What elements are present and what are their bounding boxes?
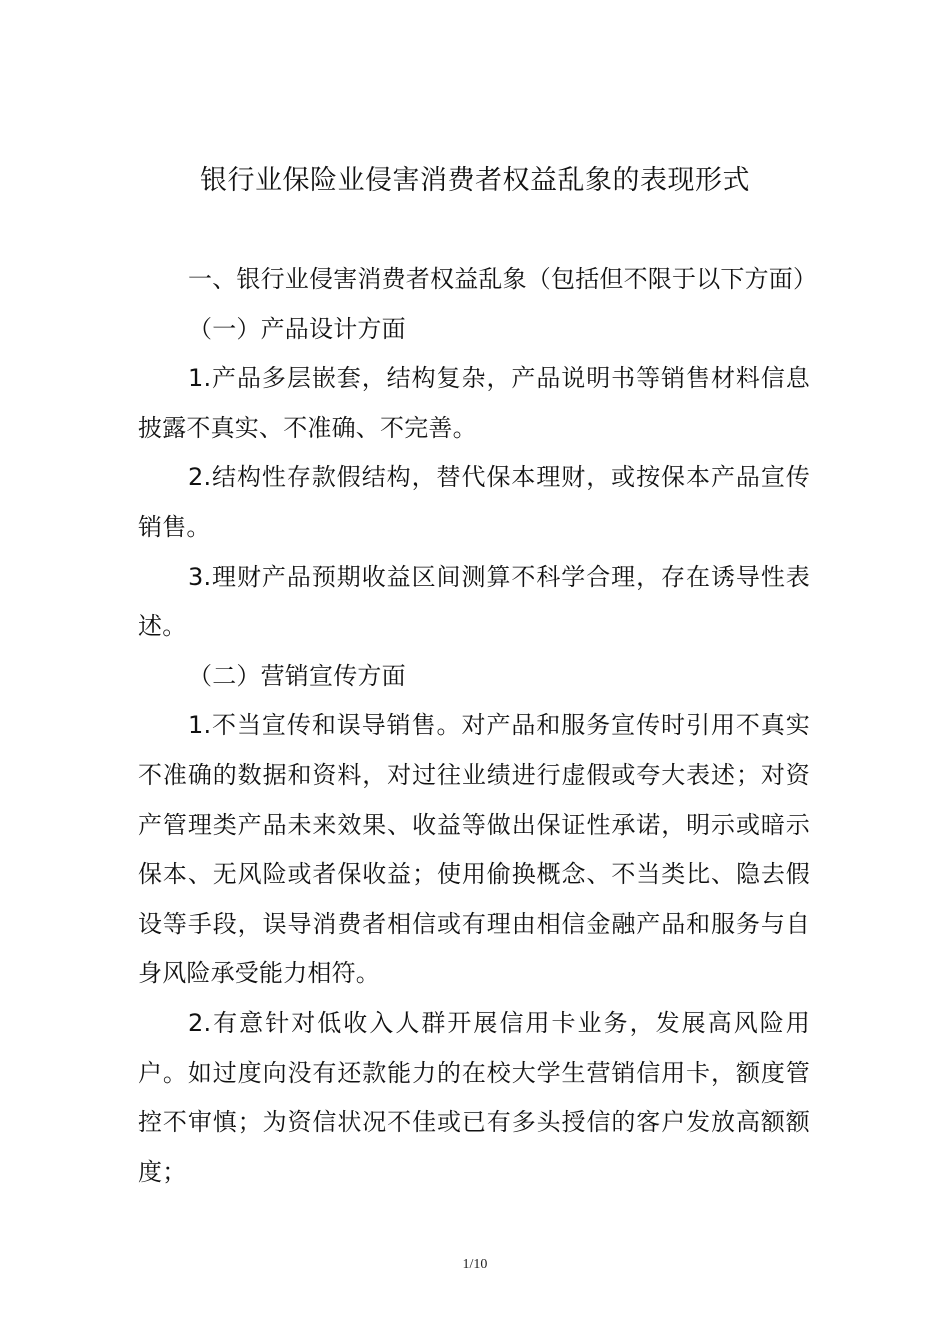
- paragraph-2-2: 2.有意针对低收入人群开展信用卡业务，发展高风险用户。如过度向没有还款能力的在校大学生营销信用卡，额度管控不审慎；为资信状况不佳或已有多头授信的客户发放高额额度；: [138, 1008, 810, 1186]
- document-title: 银行业保险业侵害消费者权益乱象的表现形式: [200, 165, 750, 196]
- page-number: 1/10: [462, 1257, 488, 1272]
- paragraph-2-1: 1.不当宣传和误导销售。对产品和服务宣传时引用不真实不准确的数据和资料，对过往业绩进行虚假或夸大表述；对资产管理类产品未来效果、收益等做出保证性承诺，明示或暗示保本、无风险或者保收益；使用偷换概念、不当类比、隐去假设等手段，误导消费者相信或有理由相信金融产品和服务与自身风险承受能力相符。: [138, 711, 810, 988]
- section-heading-1: 一、银行业侵害消费者权益乱象（包括但不限于以下方面）: [188, 265, 818, 293]
- paragraph-1-1: 1.产品多层嵌套，结构复杂，产品说明书等销售材料信息披露不真实、不准确、不完善。: [138, 364, 810, 442]
- paragraph-1-2: 2.结构性存款假结构，替代保本理财，或按保本产品宣传销售。: [138, 463, 810, 541]
- paragraph-1-3: 3.理财产品预期收益区间测算不科学合理，存在诱导性表述。: [138, 562, 810, 641]
- document-body: [138, 255, 818, 1197]
- subsection-heading-1: （一）产品设计方面: [188, 314, 406, 343]
- subsection-heading-2: （二）营销宣传方面: [188, 661, 406, 690]
